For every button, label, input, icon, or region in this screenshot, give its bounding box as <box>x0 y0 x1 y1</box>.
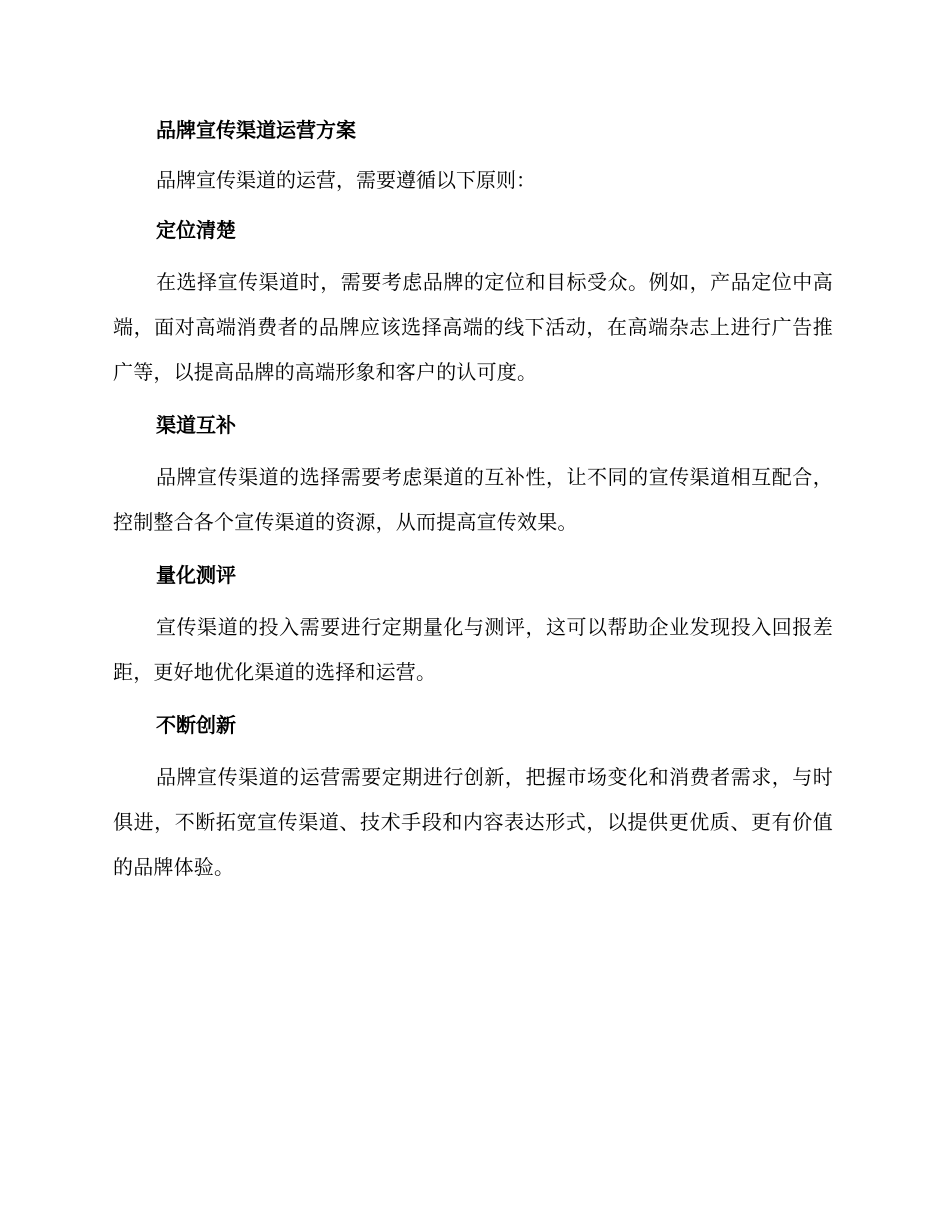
section-heading-positioning: 定位清楚 <box>156 218 236 242</box>
section-heading-complementary: 渠道互补 <box>156 413 236 437</box>
document-content <box>113 110 833 900</box>
intro-paragraph: 品牌宣传渠道的运营，需要遵循以下原则： <box>156 168 536 192</box>
section-body-measurement: 宣传渠道的投入需要进行定期量化与测评，这可以帮助企业发现投入回报差距，更好地优化渠道的选择和运营。 <box>113 615 833 684</box>
section-body-innovation: 品牌宣传渠道的运营需要定期进行创新，把握市场变化和消费者需求，与时俱进，不断拓宽宣传渠道、技术手段和内容表达形式，以提供更优质、更有价值的品牌体验。 <box>113 765 833 879</box>
section-heading-innovation: 不断创新 <box>156 713 236 737</box>
section-body-positioning: 在选择宣传渠道时，需要考虑品牌的定位和目标受众。例如，产品定位中高端，面对高端消费者的品牌应该选择高端的线下活动，在高端杂志上进行广告推广等，以提高品牌的高端形象和客户的认可度。 <box>113 270 833 384</box>
section-heading-measurement: 量化测评 <box>156 563 236 587</box>
section-body-complementary: 品牌宣传渠道的选择需要考虑渠道的互补性，让不同的宣传渠道相互配合，控制整合各个宣传渠道的资源，从而提高宣传效果。 <box>113 465 833 534</box>
document-title: 品牌宣传渠道运营方案 <box>156 118 356 142</box>
